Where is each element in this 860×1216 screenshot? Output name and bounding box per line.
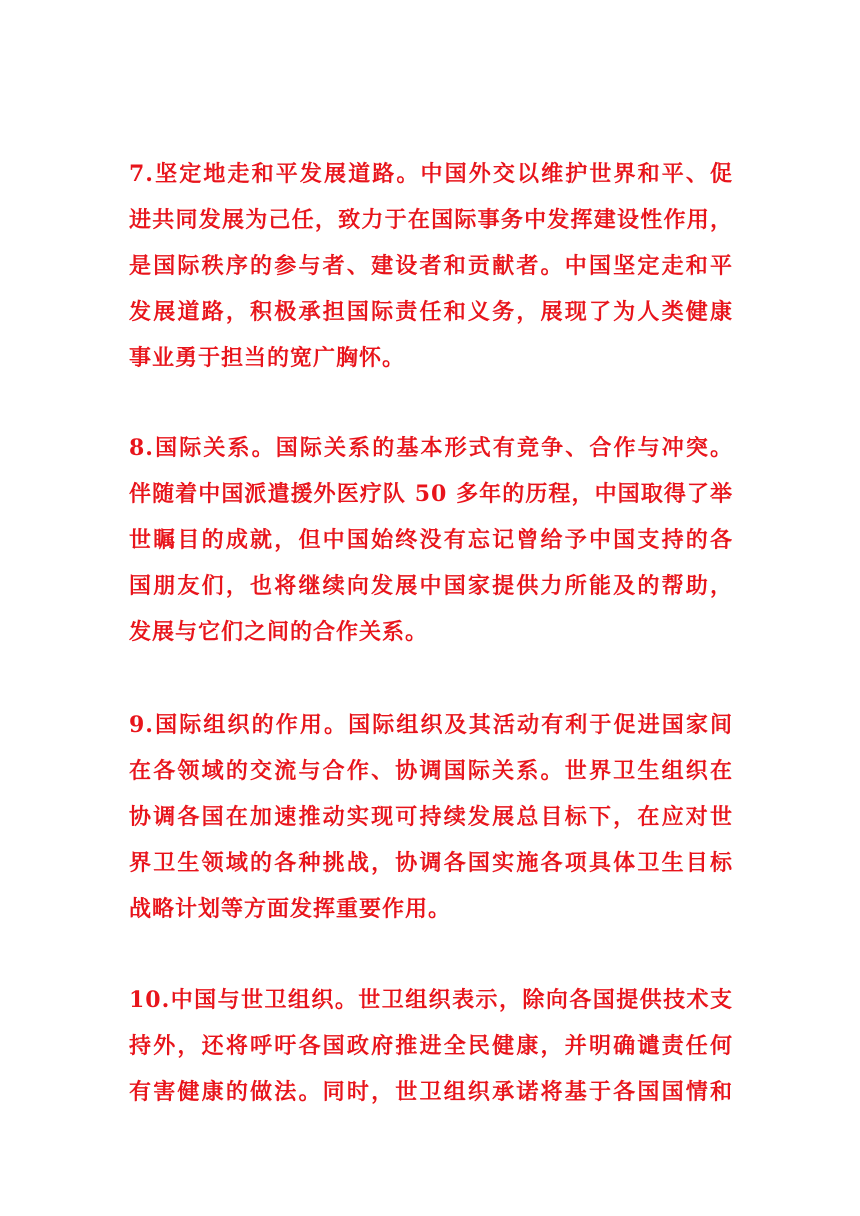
paragraph-7 xyxy=(129,151,733,381)
text-line: 世瞩目的成就，但中国始终没有忘记曾给予中国支持的各 xyxy=(129,527,733,553)
text-line: 有害健康的做法。同时，世卫组织承诺将基于各国国情和 xyxy=(129,1079,733,1105)
text-line: 进共同发展为己任，致力于在国际事务中发挥建设性作用， xyxy=(129,207,733,233)
text-line: 发展与它们之间的合作关系。 xyxy=(129,619,429,645)
text-line: 7.坚定地走和平发展道路。中国外交以维护世界和平、促 xyxy=(129,161,733,187)
paragraph-9 xyxy=(129,702,733,932)
text-line: 在各领域的交流与合作、协调国际关系。世界卫生组织在 xyxy=(129,758,733,784)
text-line: 事业勇于担当的宽广胸怀。 xyxy=(129,345,406,371)
text-line: 8.国际关系。国际关系的基本形式有竞争、合作与冲突。 xyxy=(129,435,733,461)
text-line: 发展道路，积极承担国际责任和义务，展现了为人类健康 xyxy=(129,299,733,325)
text-line: 战略计划等方面发挥重要作用。 xyxy=(129,896,452,922)
text-line: 协调各国在加速推动实现可持续发展总目标下，在应对世 xyxy=(129,804,733,830)
text-line: 界卫生领域的各种挑战，协调各国实施各项具体卫生目标 xyxy=(129,850,733,876)
text-line: 伴随着中国派遣援外医疗队 50 多年的历程，中国取得了举 xyxy=(129,481,733,507)
paragraph-8 xyxy=(129,425,733,655)
text-line: 国朋友们，也将继续向发展中国家提供力所能及的帮助， xyxy=(129,573,733,599)
text-line: 9.国际组织的作用。国际组织及其活动有利于促进国家间 xyxy=(129,712,733,738)
text-line: 持外，还将呼吁各国政府推进全民健康，并明确谴责任何 xyxy=(129,1033,733,1059)
paragraph-10 xyxy=(129,977,733,1115)
text-line: 10.中国与世卫组织。世卫组织表示，除向各国提供技术支 xyxy=(129,987,733,1013)
text-line: 是国际秩序的参与者、建设者和贡献者。中国坚定走和平 xyxy=(129,253,733,279)
